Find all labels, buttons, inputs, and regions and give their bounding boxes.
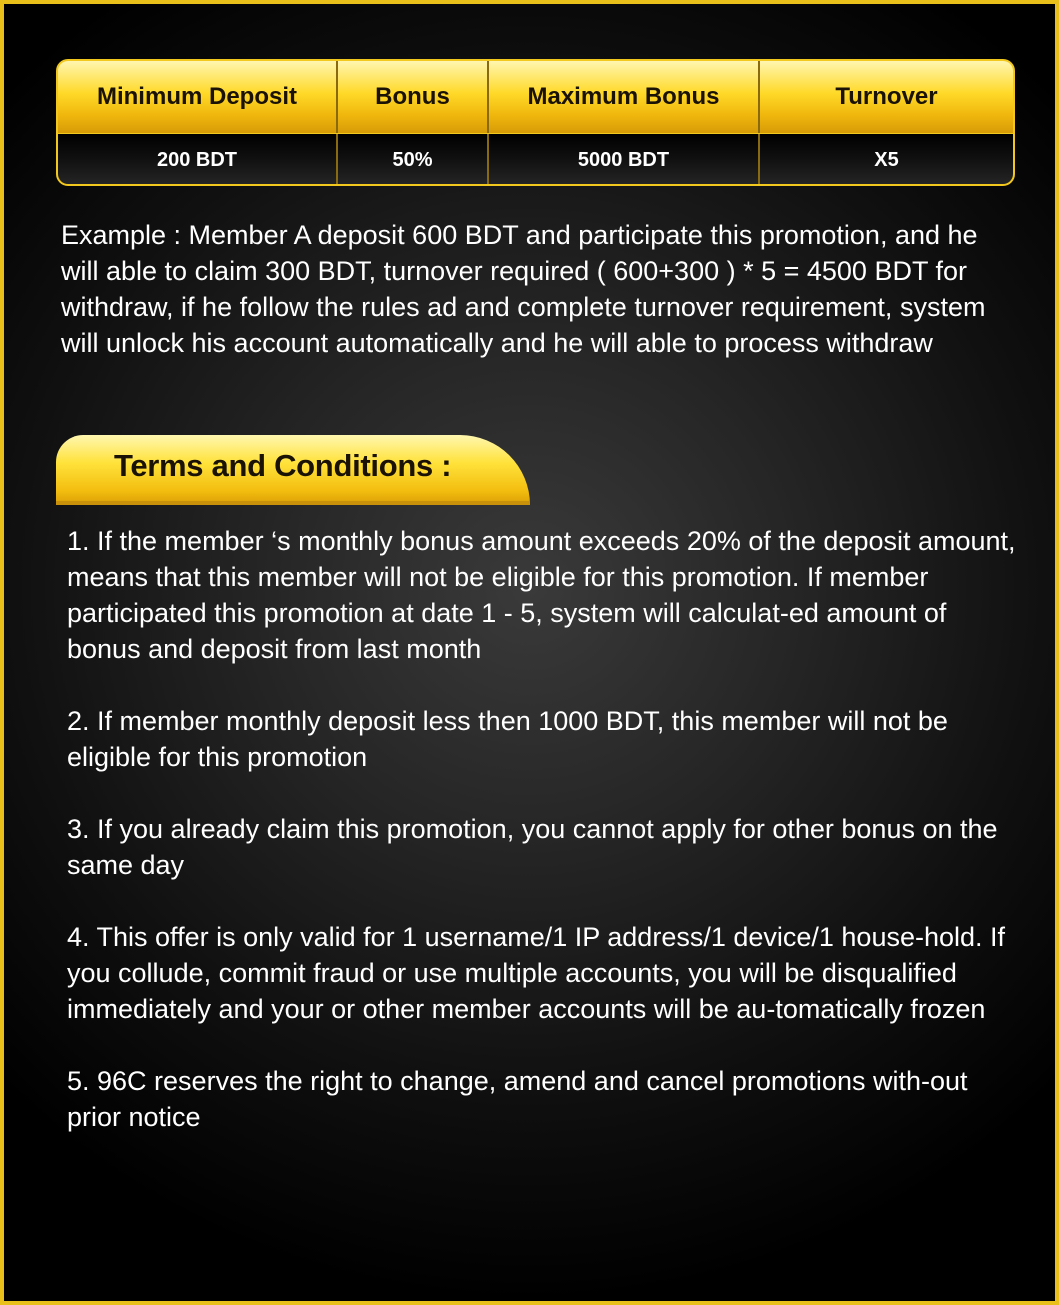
terms-item-2: 2. If member monthly deposit less then 1000 BDT, this member will not be eligible for this promotion (67, 706, 948, 772)
terms-title: Terms and Conditions : (114, 448, 452, 483)
header-minimum-deposit: Minimum Deposit (58, 61, 338, 133)
terms-list (67, 523, 1017, 1171)
value-minimum-deposit: 200 BDT (58, 134, 338, 186)
header-bonus: Bonus (338, 61, 489, 133)
terms-item-4: 4. This offer is only valid for 1 username/1 IP address/1 device/1 house-hold. If you collude, commit fraud or use multiple accounts, you will be disqualified immediately and your or other member accounts will be au-tomatically frozen (67, 922, 1006, 1024)
value-maximum-bonus: 5000 BDT (489, 134, 760, 186)
value-bonus: 50% (338, 134, 489, 186)
terms-item-5: 5. 96C reserves the right to change, amend and cancel promotions with-out prior notice (67, 1066, 968, 1132)
promo-table-header-row (58, 61, 1013, 133)
terms-item-3: 3. If you already claim this promotion, you cannot apply for other bonus on the same day (67, 814, 998, 880)
example-paragraph: Example : Member A deposit 600 BDT and participate this promotion, and he will able to claim 300 BDT, turnover required ( 600+300 ) * 5 = 4500 BDT for withdraw, if he follow the rules ad and complete turnover requirement, system will unlock his account automatically and he will able to process withdraw (61, 220, 986, 358)
promo-table (56, 59, 1015, 186)
header-turnover: Turnover (835, 83, 938, 110)
header-maximum-bonus: Maximum Bonus (489, 61, 760, 133)
terms-item-1: 1. If the member ‘s monthly bonus amount exceeds 20% of the deposit amount, means that this member will not be eligible for this promotion. If member participated this promotion at date 1 - 5, system will calculat-ed amount of bonus and deposit from last month (67, 526, 1016, 664)
promo-table-value-row (58, 134, 1013, 186)
value-turnover: X5 (874, 148, 899, 171)
terms-banner (56, 435, 530, 505)
